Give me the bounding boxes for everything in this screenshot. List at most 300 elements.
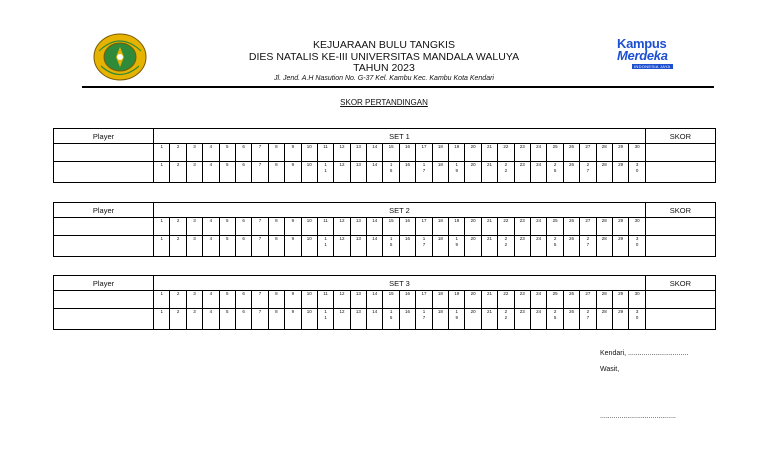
score-box[interactable] (432, 309, 448, 330)
player-name-field[interactable] (54, 236, 154, 257)
score-box[interactable] (383, 291, 399, 309)
score-box[interactable] (186, 162, 202, 183)
score-box[interactable] (170, 309, 186, 330)
score-box[interactable] (154, 236, 170, 257)
point-number: 6 (242, 218, 245, 223)
score-box[interactable] (285, 218, 301, 236)
score-box[interactable] (580, 218, 596, 236)
point-number: 23 (519, 218, 525, 223)
point-number: 1 (160, 162, 163, 167)
score-box[interactable] (252, 309, 268, 330)
set-label: SET 1 (154, 129, 646, 144)
score-box[interactable] (465, 218, 481, 236)
score-box[interactable] (530, 218, 546, 236)
score-box[interactable] (317, 144, 333, 162)
score-box[interactable] (514, 218, 530, 236)
score-box[interactable] (252, 236, 268, 257)
score-box[interactable] (285, 291, 301, 309)
point-number: 4 (209, 144, 213, 149)
score-box[interactable] (432, 218, 448, 236)
score-box[interactable] (580, 309, 596, 330)
point-number: 1 (389, 236, 393, 241)
score-box[interactable] (514, 291, 530, 309)
point-number: 21 (487, 162, 493, 167)
point-number: 2 (586, 309, 590, 314)
point-number: 4 (209, 236, 213, 241)
score-box[interactable] (547, 291, 563, 309)
player-name-field[interactable] (54, 218, 154, 236)
score-box[interactable] (285, 162, 301, 183)
point-number: 2 (586, 236, 590, 241)
score-box[interactable] (547, 162, 563, 183)
point-number: 1 (160, 291, 163, 296)
score-box[interactable] (154, 144, 170, 162)
score-box[interactable] (219, 309, 235, 330)
point-number: 10 (306, 291, 312, 296)
score-box[interactable] (563, 291, 579, 309)
point-number-wrap: 1 (324, 242, 327, 247)
score-box[interactable] (252, 218, 268, 236)
event-year: TAHUN 2023 (353, 62, 415, 74)
score-box[interactable] (465, 236, 481, 257)
score-box[interactable] (186, 144, 202, 162)
point-number: 29 (618, 218, 624, 223)
score-box[interactable] (514, 236, 530, 257)
score-box[interactable] (432, 236, 448, 257)
point-number-wrap: 5 (389, 315, 393, 320)
score-box[interactable] (612, 309, 628, 330)
score-box[interactable] (399, 162, 415, 183)
score-box[interactable] (367, 309, 383, 330)
point-number: 2 (504, 236, 508, 241)
score-box[interactable] (481, 144, 497, 162)
score-box[interactable] (547, 144, 563, 162)
point-number: 20 (470, 218, 476, 223)
score-box[interactable] (416, 309, 432, 330)
score-box[interactable] (170, 236, 186, 257)
score-box[interactable] (170, 218, 186, 236)
score-box[interactable] (219, 291, 235, 309)
score-box[interactable] (481, 309, 497, 330)
score-box[interactable] (416, 236, 432, 257)
score-sheet-title: SKOR PERTANDINGAN (340, 98, 428, 107)
score-box[interactable] (481, 236, 497, 257)
skor-field[interactable] (645, 291, 715, 309)
point-number: 23 (519, 291, 525, 296)
point-number: 2 (176, 236, 180, 241)
point-number: 24 (536, 218, 542, 223)
score-box[interactable] (481, 162, 497, 183)
point-number: 13 (355, 218, 361, 223)
score-box[interactable] (350, 236, 366, 257)
score-box[interactable] (399, 236, 415, 257)
score-box[interactable] (563, 236, 579, 257)
skor-field[interactable] (645, 218, 715, 236)
score-box[interactable] (285, 309, 301, 330)
point-number: 20 (470, 309, 476, 314)
point-number: 28 (601, 162, 607, 167)
set-label: SET 3 (154, 276, 646, 291)
score-box[interactable] (350, 162, 366, 183)
score-box[interactable] (629, 144, 646, 162)
score-box[interactable] (596, 291, 612, 309)
score-box[interactable] (268, 309, 284, 330)
point-number: 8 (275, 162, 278, 167)
score-box[interactable] (350, 291, 366, 309)
score-box[interactable] (268, 144, 284, 162)
score-box[interactable] (301, 309, 317, 330)
score-box[interactable] (432, 144, 448, 162)
score-box[interactable] (170, 144, 186, 162)
place-date: Kendari, ............................... (600, 350, 689, 357)
score-box[interactable] (596, 309, 612, 330)
point-number: 20 (470, 236, 476, 241)
score-box[interactable] (186, 236, 202, 257)
score-box[interactable] (530, 162, 546, 183)
point-number: 8 (275, 144, 278, 149)
point-number: 12 (339, 236, 345, 241)
score-box[interactable] (481, 291, 497, 309)
point-number: 26 (568, 291, 574, 296)
point-number: 8 (275, 236, 278, 241)
score-box[interactable] (235, 218, 251, 236)
point-number: 3 (193, 309, 196, 314)
score-box[interactable] (498, 291, 514, 309)
score-box[interactable] (235, 144, 251, 162)
score-box[interactable] (334, 291, 350, 309)
point-number: 24 (536, 309, 542, 314)
score-box[interactable] (498, 162, 514, 183)
set-table (53, 128, 716, 183)
set-table (53, 202, 716, 257)
score-box[interactable] (301, 162, 317, 183)
point-number: 7 (258, 291, 262, 296)
score-box[interactable] (498, 236, 514, 257)
point-number: 7 (258, 309, 262, 314)
score-box[interactable] (203, 309, 219, 330)
point-number: 16 (405, 309, 411, 314)
score-box[interactable] (301, 236, 317, 257)
score-box[interactable] (301, 218, 317, 236)
point-number: 6 (242, 162, 245, 167)
point-number: 17 (421, 218, 427, 223)
score-box[interactable] (514, 309, 530, 330)
score-box[interactable] (563, 309, 579, 330)
score-box[interactable] (268, 218, 284, 236)
score-box[interactable] (334, 236, 350, 257)
score-box[interactable] (416, 144, 432, 162)
point-number: 3 (193, 218, 196, 223)
point-number: 2 (176, 144, 180, 149)
score-box[interactable] (235, 291, 251, 309)
score-box[interactable] (383, 218, 399, 236)
point-number: 26 (568, 218, 574, 223)
point-number: 3 (635, 162, 639, 167)
score-box[interactable] (399, 218, 415, 236)
skor-header: SKOR (645, 276, 715, 291)
skor-field[interactable] (645, 309, 715, 330)
score-box[interactable] (383, 309, 399, 330)
score-box[interactable] (416, 291, 432, 309)
score-box[interactable] (383, 236, 399, 257)
score-box[interactable] (186, 291, 202, 309)
score-box[interactable] (449, 236, 465, 257)
score-box[interactable] (203, 144, 219, 162)
score-box[interactable] (170, 291, 186, 309)
score-box[interactable] (580, 291, 596, 309)
point-number: 1 (422, 236, 426, 241)
point-number: 1 (422, 309, 426, 314)
score-box[interactable] (317, 291, 333, 309)
score-box[interactable] (629, 162, 646, 183)
score-box[interactable] (449, 144, 465, 162)
point-number: 15 (388, 218, 394, 223)
score-box[interactable] (203, 236, 219, 257)
score-box[interactable] (154, 309, 170, 330)
point-number: 7 (258, 218, 262, 223)
score-box[interactable] (268, 236, 284, 257)
score-box[interactable] (530, 236, 546, 257)
point-number: 12 (339, 291, 345, 296)
point-number: 6 (242, 309, 245, 314)
score-box[interactable] (203, 218, 219, 236)
point-number: 10 (306, 309, 312, 314)
score-box[interactable] (612, 236, 628, 257)
point-number: 14 (372, 291, 378, 296)
score-box[interactable] (399, 144, 415, 162)
score-box[interactable] (465, 162, 481, 183)
score-box[interactable] (268, 291, 284, 309)
point-number: 30 (634, 218, 640, 223)
score-box[interactable] (383, 144, 399, 162)
score-box[interactable] (416, 162, 432, 183)
point-number: 2 (176, 162, 180, 167)
score-box[interactable] (596, 218, 612, 236)
score-box[interactable] (219, 144, 235, 162)
score-box[interactable] (498, 218, 514, 236)
point-number: 5 (226, 218, 229, 223)
point-number: 1 (389, 309, 393, 314)
point-number-wrap: 5 (553, 168, 557, 173)
point-number: 11 (323, 218, 328, 223)
point-number: 10 (306, 144, 312, 149)
score-box[interactable] (612, 291, 628, 309)
score-box[interactable] (334, 144, 350, 162)
score-box[interactable] (367, 218, 383, 236)
point-number: 24 (536, 162, 542, 167)
score-box[interactable] (498, 144, 514, 162)
score-box[interactable] (252, 291, 268, 309)
score-box[interactable] (547, 309, 563, 330)
score-box[interactable] (530, 291, 546, 309)
score-box[interactable] (612, 144, 628, 162)
score-box[interactable] (317, 309, 333, 330)
point-number: 1 (324, 309, 327, 314)
score-box[interactable] (580, 144, 596, 162)
score-box[interactable] (530, 144, 546, 162)
point-number: 1 (160, 218, 163, 223)
point-number: 21 (487, 218, 493, 223)
score-box[interactable] (235, 162, 251, 183)
score-box[interactable] (416, 218, 432, 236)
score-box[interactable] (449, 162, 465, 183)
score-box[interactable] (449, 291, 465, 309)
point-number: 18 (437, 218, 443, 223)
score-box[interactable] (563, 144, 579, 162)
score-box[interactable] (317, 162, 333, 183)
score-box[interactable] (383, 162, 399, 183)
point-number: 1 (324, 236, 327, 241)
score-box[interactable] (547, 236, 563, 257)
score-box[interactable] (449, 218, 465, 236)
player-header: Player (54, 129, 154, 144)
score-box[interactable] (367, 162, 383, 183)
score-box[interactable] (203, 162, 219, 183)
point-number: 1 (389, 162, 393, 167)
signature-line: ....................................... (600, 413, 676, 420)
point-number: 21 (487, 291, 493, 296)
score-box[interactable] (301, 291, 317, 309)
point-number: 16 (405, 162, 411, 167)
point-number: 19 (454, 218, 460, 223)
player-header: Player (54, 203, 154, 218)
score-box[interactable] (235, 236, 251, 257)
point-number: 19 (454, 291, 460, 296)
score-box[interactable] (547, 218, 563, 236)
skor-field[interactable] (645, 144, 715, 162)
score-box[interactable] (367, 144, 383, 162)
score-box[interactable] (334, 218, 350, 236)
score-box[interactable] (465, 309, 481, 330)
score-box[interactable] (350, 309, 366, 330)
score-box[interactable] (219, 162, 235, 183)
point-number: 23 (519, 309, 525, 314)
score-box[interactable] (367, 236, 383, 257)
score-box[interactable] (612, 162, 628, 183)
point-number: 3 (193, 162, 196, 167)
event-subtitle: DIES NATALIS KE-III UNIVERSITAS MANDALA WALUYA (248, 51, 520, 63)
score-box[interactable] (268, 162, 284, 183)
score-box[interactable] (596, 236, 612, 257)
score-box[interactable] (465, 291, 481, 309)
point-number: 10 (306, 218, 312, 223)
score-box[interactable] (629, 236, 646, 257)
point-number: 29 (618, 162, 624, 167)
point-number-wrap: 2 (504, 168, 508, 173)
score-box[interactable] (170, 162, 186, 183)
score-box[interactable] (399, 291, 415, 309)
score-box[interactable] (334, 309, 350, 330)
score-box[interactable] (350, 218, 366, 236)
point-number: 2 (586, 162, 590, 167)
score-box[interactable] (563, 218, 579, 236)
set-table (53, 275, 716, 330)
score-box[interactable] (563, 162, 579, 183)
score-box[interactable] (219, 236, 235, 257)
player-name-field[interactable] (54, 309, 154, 330)
score-box[interactable] (629, 291, 646, 309)
point-number: 8 (275, 309, 278, 314)
score-box[interactable] (186, 309, 202, 330)
skor-field[interactable] (645, 236, 715, 257)
score-box[interactable] (629, 218, 646, 236)
score-box[interactable] (203, 291, 219, 309)
score-box[interactable] (334, 162, 350, 183)
score-box[interactable] (629, 309, 646, 330)
player-header: Player (54, 276, 154, 291)
score-box[interactable] (350, 144, 366, 162)
score-box[interactable] (498, 309, 514, 330)
point-number-wrap: 2 (504, 242, 508, 247)
score-box[interactable] (252, 162, 268, 183)
score-box[interactable] (154, 218, 170, 236)
score-box[interactable] (612, 218, 628, 236)
score-box[interactable] (465, 144, 481, 162)
score-box[interactable] (252, 144, 268, 162)
score-box[interactable] (285, 236, 301, 257)
score-box[interactable] (596, 144, 612, 162)
score-box[interactable] (235, 309, 251, 330)
score-box[interactable] (449, 309, 465, 330)
score-box[interactable] (317, 218, 333, 236)
score-box[interactable] (154, 291, 170, 309)
score-box[interactable] (481, 218, 497, 236)
score-box[interactable] (219, 218, 235, 236)
score-box[interactable] (399, 309, 415, 330)
point-number-wrap: 5 (389, 168, 393, 173)
player-name-field[interactable] (54, 291, 154, 309)
score-box[interactable] (596, 162, 612, 183)
point-number: 26 (568, 162, 574, 167)
point-number: 12 (339, 162, 345, 167)
score-box[interactable] (580, 236, 596, 257)
score-box[interactable] (514, 144, 530, 162)
skor-field[interactable] (645, 162, 715, 183)
player-name-field[interactable] (54, 144, 154, 162)
score-box[interactable] (301, 144, 317, 162)
point-number: 24 (536, 291, 542, 296)
score-box[interactable] (514, 162, 530, 183)
referee-label: Wasit, (600, 366, 620, 373)
point-number: 9 (291, 218, 295, 223)
point-number: 12 (339, 309, 345, 314)
point-number-wrap: 7 (422, 168, 426, 173)
point-number: 25 (552, 291, 558, 296)
score-box[interactable] (530, 309, 546, 330)
score-box[interactable] (432, 162, 448, 183)
point-number: 20 (470, 144, 476, 149)
point-number: 23 (519, 236, 525, 241)
score-box[interactable] (186, 218, 202, 236)
point-number: 14 (372, 162, 378, 167)
player-name-field[interactable] (54, 162, 154, 183)
point-number: 6 (242, 144, 245, 149)
score-box[interactable] (317, 236, 333, 257)
score-box[interactable] (580, 162, 596, 183)
university-logo (93, 33, 147, 81)
header-divider (82, 86, 714, 88)
point-number: 2 (553, 309, 557, 314)
score-box[interactable] (432, 291, 448, 309)
point-number-wrap: 9 (455, 168, 458, 173)
point-number: 2 (504, 162, 508, 167)
point-number-wrap: 5 (553, 315, 557, 320)
point-number: 9 (291, 236, 295, 241)
score-box[interactable] (154, 162, 170, 183)
point-number: 7 (258, 162, 262, 167)
score-box[interactable] (285, 144, 301, 162)
score-box[interactable] (367, 291, 383, 309)
